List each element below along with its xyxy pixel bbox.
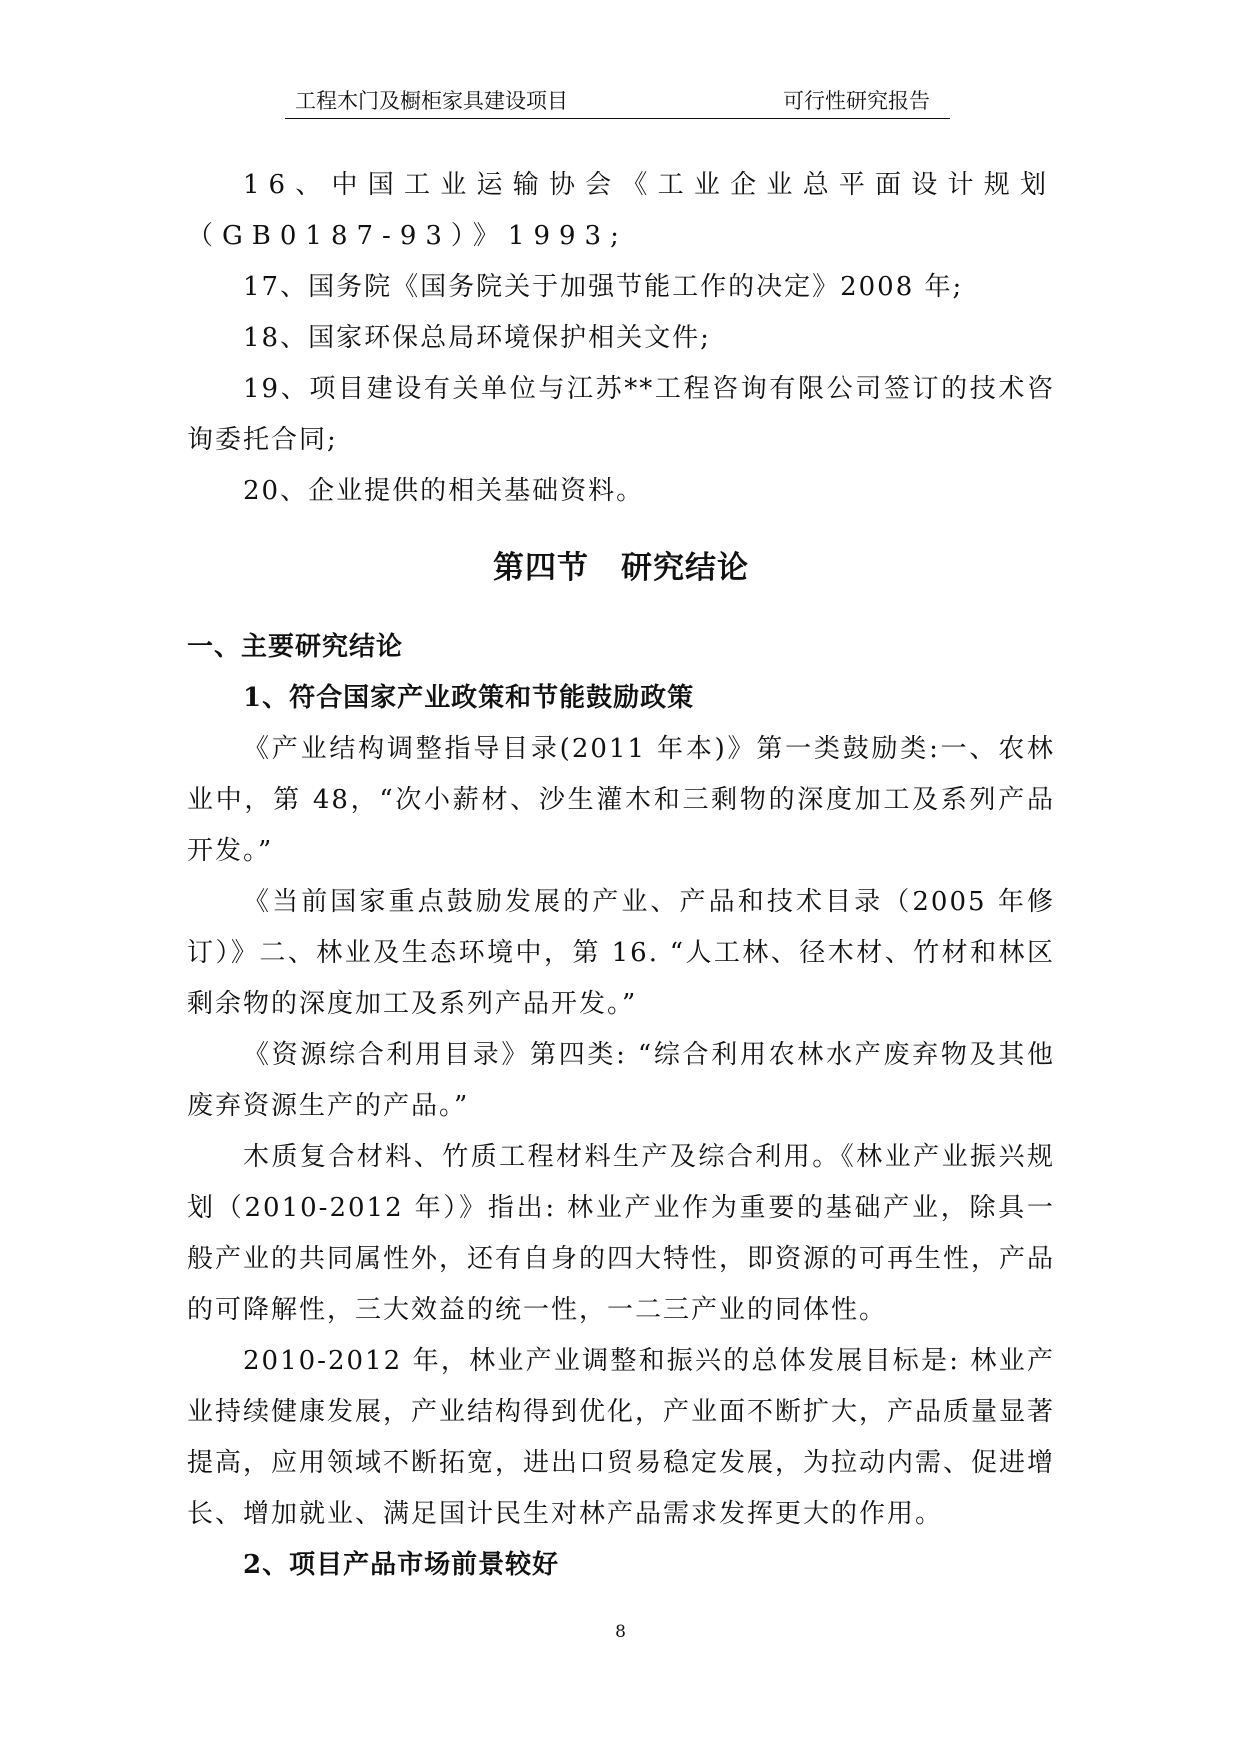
document-body <box>187 160 1055 1591</box>
reference-item: 19、项目建设有关单位与江苏**工程咨询有限公司签订的技术咨询委托合同; <box>187 374 1055 455</box>
header-title-right: 可行性研究报告 <box>783 89 930 113</box>
reference-item: 16、中国工业运输协会《工业企业总平面设计规划（GB0187-93）》1993; <box>187 170 1055 251</box>
body-paragraph: 《当前国家重点鼓励发展的产业、产品和技术目录（2005 年修订）》二、林业及生态环境中，第 16. “人工林、径木材、竹材和林区剩余物的深度加工及系列产品开发。” <box>187 887 1055 1019</box>
page-header <box>285 84 950 119</box>
page-number: 8 <box>615 1622 626 1642</box>
heading-main-conclusions: 一、主要研究结论 <box>187 632 404 662</box>
body-paragraph: 木质复合材料、竹质工程材料生产及综合利用。《林业产业振兴规划（2010-2012 年）》指出: 林业产业作为重要的基础产业，除具一般产业的共同属性外，还有自身的四大特性，即资源的可再生性，产品的可降解性，三大效益的统一性，一二三产业的同体性。 <box>187 1142 1056 1325</box>
reference-item: 17、国务院《国务院关于加强节能工作的决定》2008 年; <box>243 272 964 302</box>
section-title: 第四节 研究结论 <box>493 550 749 586</box>
reference-item: 20、企业提供的相关基础资料。 <box>243 476 645 506</box>
subheading-policy: 1、符合国家产业政策和节能鼓励政策 <box>243 683 695 713</box>
body-paragraph: 《产业结构调整指导目录(2011 年本)》第一类鼓励类:一、农林业中，第 48，“次小薪材、沙生灌木和三剩物的深度加工及系列产品开发。” <box>187 734 1055 866</box>
body-paragraph: 《资源综合利用目录》第四类: “综合利用农林水产废弃物及其他废弃资源生产的产品。” <box>187 1040 1055 1121</box>
reference-item: 18、国家环保总局环境保护相关文件; <box>243 323 711 353</box>
body-paragraph: 2010-2012 年，林业产业调整和振兴的总体发展目标是: 林业产业持续健康发展，产业结构得到优化，产业面不断扩大，产品质量显著提高，应用领域不断拓宽，进出口贸易稳定发展，为拉动内需、促进增长、增加就业、满足国计民生对林产品需求发挥更大的作用。 <box>187 1346 1056 1529</box>
subheading-market: 2、项目产品市场前景较好 <box>243 1550 560 1580</box>
header-title-left: 工程木门及橱柜家具建设项目 <box>295 89 568 113</box>
